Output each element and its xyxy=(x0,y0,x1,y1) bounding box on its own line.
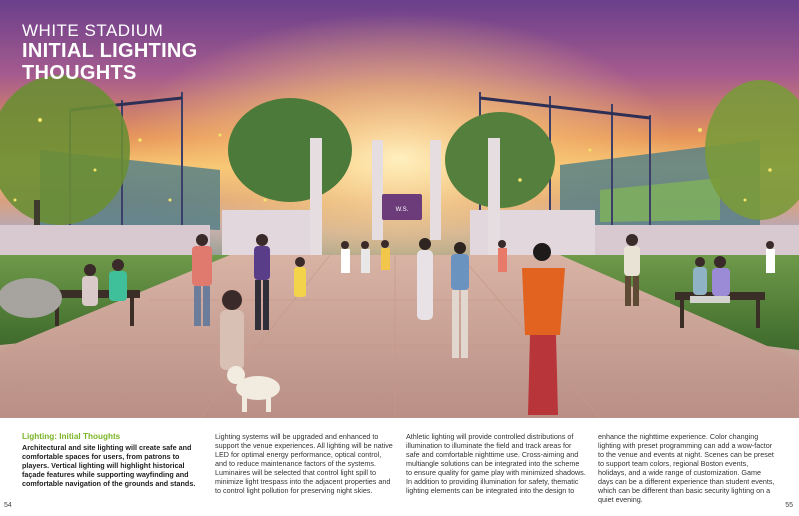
paragraph-athletic: Athletic lighting will provide controlled distributions of illumination to illuminate the field and track areas for safe and comfortable nighttime use. Cross-aiming and multiangle solutions can be integrated into the scheme to ensure quality for game play with minimized shadows. In addition to providing illumination for safety, thematic lighting elements can be integrated into the design to xyxy=(406,432,586,495)
page-number-right: 55 xyxy=(785,502,793,509)
gate-wall-left xyxy=(222,210,322,255)
paragraph-thematic: enhance the nighttime experience. Color changing lighting with preset programming can add a wow-factor to the venue and events at night. Scenes can be preset to support team colors, regional Boston events, holidays, and a wide range of customization. Game days can be a different experience than student events, which can be different than basic security lighting on a quiet evening. xyxy=(598,432,775,504)
text-column-2 xyxy=(215,432,393,495)
gate-pillar-1 xyxy=(310,138,322,256)
text-column-3 xyxy=(406,432,586,495)
body-text-area xyxy=(0,418,799,516)
gate-pillar-3 xyxy=(430,140,441,240)
lead-paragraph: Architectural and site lighting will create safe and comfortable spaces for users, from patrons to players. Vertical lighting will highlight historical façade features while supporting wayfinding and comfortable navigation of the grounds and stands. xyxy=(22,443,196,488)
text-column-1 xyxy=(22,432,202,488)
paragraph-systems: Lighting systems will be upgraded and enhanced to support the venue experiences. All lighting will be native LED for optimal energy performance, optical control, and to reduce maintenance factors of the systems. Luminaires will be selected that control light spill to minimize light trespass into the adjacent properties and to control light pollution for preserving night skies. xyxy=(215,432,393,495)
text-column-4 xyxy=(598,432,778,504)
page-title-line-2: THOUGHTS xyxy=(22,62,137,84)
page-title-line-1: INITIAL LIGHTING xyxy=(22,40,198,62)
entry-sign-text: W.S. xyxy=(395,207,409,213)
title-block xyxy=(22,22,198,84)
gate-pillar-2 xyxy=(372,140,383,240)
perimeter-wall-left xyxy=(0,225,210,255)
boulder xyxy=(0,278,62,318)
section-heading: Lighting: Initial Thoughts xyxy=(22,432,121,441)
page-number-left: 54 xyxy=(4,502,12,509)
gate-pillar-4 xyxy=(488,138,500,256)
page-eyebrow: WHITE STADIUM xyxy=(22,21,164,40)
tree-center-left xyxy=(228,98,352,202)
